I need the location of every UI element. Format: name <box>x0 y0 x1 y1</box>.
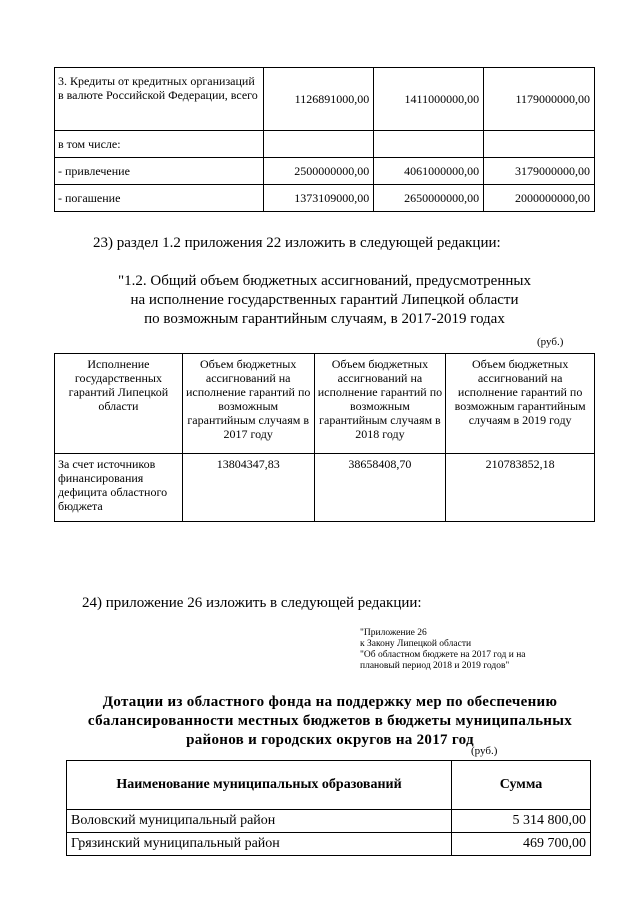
row-label: - погашение <box>55 185 264 212</box>
title-line: районов и городских округов на 2017 год <box>186 732 474 748</box>
row-label: в том числе: <box>55 131 264 158</box>
table-row <box>55 68 595 131</box>
appendix-line: к Закону Липецкой области <box>360 639 472 649</box>
unit-label: (руб.) <box>537 336 564 348</box>
municipality-name: Воловский муниципальный район <box>67 810 452 833</box>
header-cell: Объем бюджетных ассигнований на исполнение гарантий по возможным гарантийным случаям в 2018 году <box>314 354 446 454</box>
value-2019: 1179000000,00 <box>484 68 595 131</box>
row-label: За счет источников финансирования дефицита областного бюджета <box>55 454 183 522</box>
table-row <box>55 185 595 212</box>
value-2017: 1126891000,00 <box>264 68 374 131</box>
header-name: Наименование муниципальных образований <box>67 761 452 810</box>
section-heading-line: по возможным гарантийным случаям, в 2017-2019 годах <box>144 311 505 327</box>
value-2018 <box>374 131 484 158</box>
header-sum: Сумма <box>452 761 591 810</box>
section-1-2-heading <box>54 272 595 329</box>
item-24-text: 24) приложение 26 изложить в следующей редакции: <box>82 595 422 611</box>
municipality-name: Грязинский муниципальный район <box>67 833 452 856</box>
table-row <box>55 454 595 522</box>
appendix-reference <box>360 628 526 672</box>
table-row <box>67 833 591 856</box>
credits-table <box>54 67 595 212</box>
row-label: - привлечение <box>55 158 264 185</box>
table-row <box>67 810 591 833</box>
title-line: сбалансированности местных бюджетов в бюджеты муниципальных <box>87 713 573 729</box>
value-2017: 1373109000,00 <box>264 185 374 212</box>
header-cell: Исполнение государственных гарантий Липецкой области <box>55 354 183 454</box>
appendix-line: плановый период 2018 и 2019 годов" <box>360 661 510 671</box>
appendix-line: "Об областном бюджете на 2017 год и на <box>360 650 526 660</box>
header-cell: Объем бюджетных ассигнований на исполнение гарантий по возможным гарантийным случаям в 2019 году <box>446 354 595 454</box>
guarantees-table <box>54 353 595 522</box>
document-title <box>60 693 600 750</box>
item-23-text: 23) раздел 1.2 приложения 22 изложить в следующей редакции: <box>93 235 501 251</box>
municipality-sum: 5 314 800,00 <box>452 810 591 833</box>
value-2018: 1411000000,00 <box>374 68 484 131</box>
value-2018: 38658408,70 <box>314 454 446 522</box>
table-header-row <box>67 761 591 810</box>
value-2019: 210783852,18 <box>446 454 595 522</box>
row-label: 3. Кредиты от кредитных организаций в валюте Российской Федерации, всего <box>55 68 264 131</box>
table-row <box>55 131 595 158</box>
value-2017 <box>264 131 374 158</box>
value-2019 <box>484 131 595 158</box>
value-2018: 4061000000,00 <box>374 158 484 185</box>
subsidies-table <box>66 760 591 856</box>
value-2017: 2500000000,00 <box>264 158 374 185</box>
appendix-line: "Приложение 26 <box>360 628 427 638</box>
value-2017: 13804347,83 <box>182 454 314 522</box>
header-cell: Объем бюджетных ассигнований на исполнение гарантий по возможным гарантийным случаям в 2017 году <box>182 354 314 454</box>
municipality-sum: 469 700,00 <box>452 833 591 856</box>
value-2019: 3179000000,00 <box>484 158 595 185</box>
table-header-row <box>55 354 595 454</box>
value-2019: 2000000000,00 <box>484 185 595 212</box>
unit-label: (руб.) <box>471 745 498 757</box>
title-line: Дотации из областного фонда на поддержку мер по обеспечению <box>102 694 558 710</box>
section-heading-line: на исполнение государственных гарантий Липецкой области <box>130 292 519 308</box>
value-2018: 2650000000,00 <box>374 185 484 212</box>
table-row <box>55 158 595 185</box>
section-heading-line: "1.2. Общий объем бюджетных ассигнований, предусмотренных <box>118 273 531 289</box>
